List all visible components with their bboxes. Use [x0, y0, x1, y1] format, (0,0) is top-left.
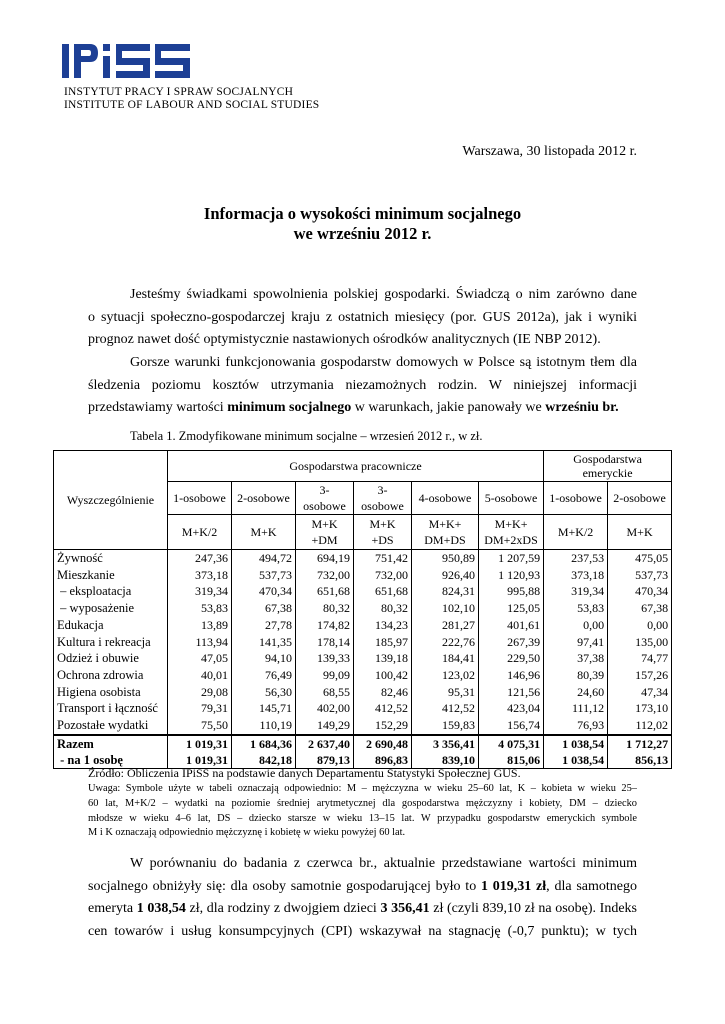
document-title	[0, 204, 725, 244]
table-cell: 94,10	[232, 650, 296, 667]
table-cell: 76,93	[544, 717, 608, 735]
table-cell: 815,06	[479, 752, 544, 769]
table-cell: 247,36	[168, 550, 232, 567]
table-cell: 1 019,31	[168, 735, 232, 752]
table-cell: 995,88	[479, 583, 544, 600]
table-cell: 47,05	[168, 650, 232, 667]
institute-name-en: INSTITUTE OF LABOUR AND SOCIAL STUDIES	[64, 99, 320, 111]
table-cell: 732,00	[354, 567, 412, 584]
table-cell: 141,35	[232, 634, 296, 651]
table-cell: 135,00	[608, 634, 672, 651]
paragraph-line: Jesteśmy świadkami spowolnienia polskiej gospodarki. Świadczą o nim zarówno dane	[130, 287, 637, 302]
table-cell: 412,52	[412, 700, 479, 717]
table-row	[54, 684, 672, 701]
emphasis-text: 1 038,54	[136, 901, 186, 916]
table-row	[54, 650, 672, 667]
table-cell: 402,00	[296, 700, 354, 717]
household-symbol-header	[479, 515, 544, 550]
symbol-text: M+K	[250, 525, 277, 539]
table-cell: 80,32	[296, 600, 354, 617]
paragraph-line	[88, 876, 637, 899]
table-cell: 111,12	[544, 700, 608, 717]
household-symbol-header	[608, 515, 672, 550]
table-cell: 319,34	[544, 583, 608, 600]
table-cell: 145,71	[232, 700, 296, 717]
table-cell: 184,41	[412, 650, 479, 667]
household-size-header: 1-osobowe	[544, 482, 608, 515]
household-size-header: 4-osobowe	[412, 482, 479, 515]
paragraph-line: śledzenia poziomu kosztów utrzymania niezamożnych rodzin. W niniejszej informacji	[88, 377, 637, 393]
title-line-1: Informacja o wysokości minimum socjalnego	[203, 204, 522, 223]
text-run: przedstawiamy wartości	[88, 400, 228, 415]
table-cell: 149,29	[296, 717, 354, 735]
group-header-text: Gospodarstwa	[573, 452, 642, 466]
household-symbol-header	[168, 515, 232, 550]
table-cell: 237,53	[544, 550, 608, 567]
table-cell: 4 075,31	[479, 735, 544, 752]
table-cell: 37,38	[544, 650, 608, 667]
household-size-header: 1-osobowe	[168, 482, 232, 515]
row-label: Pozostałe wydatki	[54, 717, 168, 735]
table-cell: 1 019,31	[168, 752, 232, 769]
table-cell: 494,72	[232, 550, 296, 567]
symbol-text: M+K/2	[181, 525, 218, 539]
table-cell: 926,40	[412, 567, 479, 584]
ipiss-logo	[62, 44, 192, 82]
intro-paragraph-2	[88, 352, 637, 420]
table-cell: 40,01	[168, 667, 232, 684]
table-cell: 76,49	[232, 667, 296, 684]
table-cell: 1 038,54	[544, 735, 608, 752]
household-size-header: 3-osobowe	[354, 482, 412, 515]
table-cell: 67,38	[608, 600, 672, 617]
table-cell: 99,09	[296, 667, 354, 684]
table-cell: 0,00	[544, 617, 608, 634]
table-row	[54, 567, 672, 584]
table-row	[54, 700, 672, 717]
table-cell: 139,18	[354, 650, 412, 667]
table-cell: 3 356,41	[412, 735, 479, 752]
paragraph-line: Gorsze warunki funkcjonowania gospodarstw domowych w Polsce są istotnym tłem dla	[130, 355, 637, 370]
emphasis-text: 1 019,31 zł	[480, 878, 547, 894]
table-row	[54, 600, 672, 617]
table-cell: 2 690,48	[354, 735, 412, 752]
household-symbol-header	[296, 515, 354, 550]
symbol-text: M+K/2	[557, 525, 594, 539]
table-row	[54, 634, 672, 651]
paragraph-line	[88, 397, 637, 420]
table-cell: 470,34	[608, 583, 672, 600]
table-cell: 1 038,54	[544, 752, 608, 769]
row-label: Kultura i rekreacja	[54, 634, 168, 651]
table-cell: 24,60	[544, 684, 608, 701]
table-cell: 1 120,93	[479, 567, 544, 584]
household-symbol-header	[544, 515, 608, 550]
table-cell: 80,39	[544, 667, 608, 684]
row-label: Edukacja	[54, 617, 168, 634]
table-cell: 97,41	[544, 634, 608, 651]
table-cell: 267,39	[479, 634, 544, 651]
row-header-cell: Wyszczególnienie	[54, 451, 168, 550]
household-symbol-header	[232, 515, 296, 550]
institute-name-pl: INSTYTUT PRACY I SPRAW SOCJALNYCH	[64, 86, 294, 98]
table-cell: 47,34	[608, 684, 672, 701]
row-label: Żywność	[54, 550, 168, 567]
table-cell: 694,19	[296, 550, 354, 567]
household-size-header: 2-osobowe	[608, 482, 672, 515]
household-symbol-header	[412, 515, 479, 550]
table-cell: 651,68	[296, 583, 354, 600]
table-cell: 2 637,40	[296, 735, 354, 752]
row-label: Odzież i obuwie	[54, 650, 168, 667]
table-cell: 950,89	[412, 550, 479, 567]
table-cell: 157,26	[608, 667, 672, 684]
text-run: , dla samotnego	[546, 878, 637, 894]
row-label: - na 1 osobę	[54, 752, 168, 769]
table-cell: 75,50	[168, 717, 232, 735]
table-cell: 79,31	[168, 700, 232, 717]
table-cell: 152,29	[354, 717, 412, 735]
text-run: zł, dla rodziny z dwojgiem dzieci	[185, 901, 381, 916]
table-cell: 651,68	[354, 583, 412, 600]
emphasis-text: minimum socjalnego	[227, 400, 352, 415]
table-row	[54, 667, 672, 684]
table-cell: 0,00	[608, 617, 672, 634]
note-line: M i K oznaczają odpowiednio mężczyznę i kobietę w wieku powyżej 60 lat.	[88, 827, 406, 839]
table-cell: 475,05	[608, 550, 672, 567]
table-cell: 173,10	[608, 700, 672, 717]
table-cell: 373,18	[544, 567, 608, 584]
row-label: Higiena osobista	[54, 684, 168, 701]
symbol-text: +DS	[371, 533, 394, 547]
table-cell: 159,83	[412, 717, 479, 735]
text-run: socjalnego obniżyły się: dla osoby samotnie gospodarującej było to	[88, 878, 481, 894]
group-header-workers: Gospodarstwa pracownicze	[168, 451, 544, 482]
table-cell: 68,55	[296, 684, 354, 701]
table-cell: 178,14	[296, 634, 354, 651]
table-cell: 139,33	[296, 650, 354, 667]
table-cell: 53,83	[168, 600, 232, 617]
table-cell: 373,18	[168, 567, 232, 584]
household-size-header: 3-osobowe	[296, 482, 354, 515]
table-cell: 100,42	[354, 667, 412, 684]
paragraph-line: o sytuacji społeczno-gospodarczej kraju z ostatnich miesięcy (por. GUS 2012a), jak i wyniki	[88, 309, 637, 325]
intro-paragraph-1	[88, 284, 637, 352]
row-label: Ochrona zdrowia	[54, 667, 168, 684]
table-source: Źródło: Obliczenia IPiSS na podstawie danych Departamentu Statystyki Społecznej GUS.	[88, 766, 521, 780]
emphasis-text: 3 356,41	[380, 901, 430, 916]
table-row	[54, 617, 672, 634]
symbol-text: M+K+	[494, 517, 528, 531]
table-cell: 82,46	[354, 684, 412, 701]
table-cell: 110,19	[232, 717, 296, 735]
row-label: – wyposażenie	[54, 600, 168, 617]
paragraph-line: prognoz nawet dość optymistycznie nastawionych ośrodków analitycznych (IE NBP 2012).	[88, 332, 601, 347]
paragraph-line	[88, 898, 637, 921]
table-row	[54, 735, 672, 752]
table-cell: 1 207,59	[479, 550, 544, 567]
row-label: Razem	[54, 735, 168, 752]
table-cell: 401,61	[479, 617, 544, 634]
symbol-text: M+K	[369, 517, 396, 531]
closing-paragraph	[88, 853, 637, 943]
household-size-header: 2-osobowe	[232, 482, 296, 515]
note-line: młodsze w wieku 4–6 lat, DS – dziecko starsze w wieku 13–15 lat. W przypadku gospodarstw emeryckich symbole	[88, 812, 637, 824]
note-line: Uwaga: Symbole użyte w tabeli oznaczają odpowiednio: M – mężczyzna w wieku 25–60 lat, K – kobieta w wieku 25–	[88, 783, 637, 794]
table-cell: 537,73	[608, 567, 672, 584]
text-run: w warunkach, jakie panowały we	[351, 400, 546, 415]
table-cell: 423,04	[479, 700, 544, 717]
table-cell: 751,42	[354, 550, 412, 567]
table-cell: 842,18	[232, 752, 296, 769]
table-cell: 53,83	[544, 600, 608, 617]
table-row	[54, 717, 672, 735]
table-cell: 319,34	[168, 583, 232, 600]
table-cell: 1 684,36	[232, 735, 296, 752]
paragraph-line: W porównaniu do badania z czerwca br., aktualnie przedstawiane wartości minimum	[130, 856, 637, 871]
table-cell: 74,77	[608, 650, 672, 667]
table-cell: 824,31	[412, 583, 479, 600]
table-cell: 185,97	[354, 634, 412, 651]
row-label: Mieszkanie	[54, 567, 168, 584]
logo-graphic	[62, 44, 192, 82]
symbol-text: M+K	[626, 525, 653, 539]
table-cell: 146,96	[479, 667, 544, 684]
table-cell: 29,08	[168, 684, 232, 701]
table-cell: 156,74	[479, 717, 544, 735]
table-cell: 229,50	[479, 650, 544, 667]
table-cell: 56,30	[232, 684, 296, 701]
table-cell: 125,05	[479, 600, 544, 617]
table-note	[88, 782, 637, 841]
table-cell: 470,34	[232, 583, 296, 600]
institute-names	[64, 86, 319, 112]
group-header-text: emeryckie	[582, 466, 633, 480]
document-date: Warszawa, 30 listopada 2012 r.	[462, 144, 637, 159]
symbol-text: DM+DS	[424, 533, 466, 547]
symbol-text: M+K	[311, 517, 338, 531]
title-line-2: we wrześniu 2012 r.	[293, 224, 432, 243]
table-cell: 839,10	[412, 752, 479, 769]
group-header-pensioners	[544, 451, 672, 482]
table-cell: 123,02	[412, 667, 479, 684]
minimum-socjalne-table	[53, 450, 672, 769]
note-line: 60 lat, M+K/2 – wydatki na poziomie średniej arytmetycznej dla gospodarstwa mężczyzny i kobiety, DM – dziecko	[88, 797, 637, 809]
table-cell: 113,94	[168, 634, 232, 651]
table-cell: 537,73	[232, 567, 296, 584]
table-cell: 896,83	[354, 752, 412, 769]
row-label: Transport i łączność	[54, 700, 168, 717]
text-run: emeryta	[88, 901, 137, 916]
table-cell: 1 712,27	[608, 735, 672, 752]
table-cell: 102,10	[412, 600, 479, 617]
paragraph-line: cen towarów i usług konsumpcyjnych (CPI) wskazywał na stagnację (-0,7 punktu); w tych	[88, 923, 637, 939]
table-cell: 879,13	[296, 752, 354, 769]
table-cell: 112,02	[608, 717, 672, 735]
table-cell: 67,38	[232, 600, 296, 617]
row-label: – eksploatacja	[54, 583, 168, 600]
table-caption: Tabela 1. Zmodyfikowane minimum socjalne – wrzesień 2012 r., w zł.	[130, 429, 483, 443]
table-cell: 80,32	[354, 600, 412, 617]
table-cell: 732,00	[296, 567, 354, 584]
table-row	[54, 583, 672, 600]
text-run: zł (czyli 839,10 zł na osobę). Indeks	[429, 901, 637, 916]
household-size-header: 5-osobowe	[479, 482, 544, 515]
symbol-text: M+K+	[428, 517, 462, 531]
household-symbol-header	[354, 515, 412, 550]
emphasis-text: wrześniu br.	[545, 400, 619, 415]
table-cell: 174,82	[296, 617, 354, 634]
table-cell: 412,52	[354, 700, 412, 717]
table-cell: 134,23	[354, 617, 412, 634]
table-cell: 95,31	[412, 684, 479, 701]
table-cell: 222,76	[412, 634, 479, 651]
symbol-text: DM+2xDS	[484, 533, 538, 547]
table-cell: 27,78	[232, 617, 296, 634]
table-cell: 13,89	[168, 617, 232, 634]
symbol-text: +DM	[311, 533, 338, 547]
table-row	[54, 550, 672, 567]
table-cell: 121,56	[479, 684, 544, 701]
table-cell: 281,27	[412, 617, 479, 634]
table-cell: 856,13	[608, 752, 672, 769]
